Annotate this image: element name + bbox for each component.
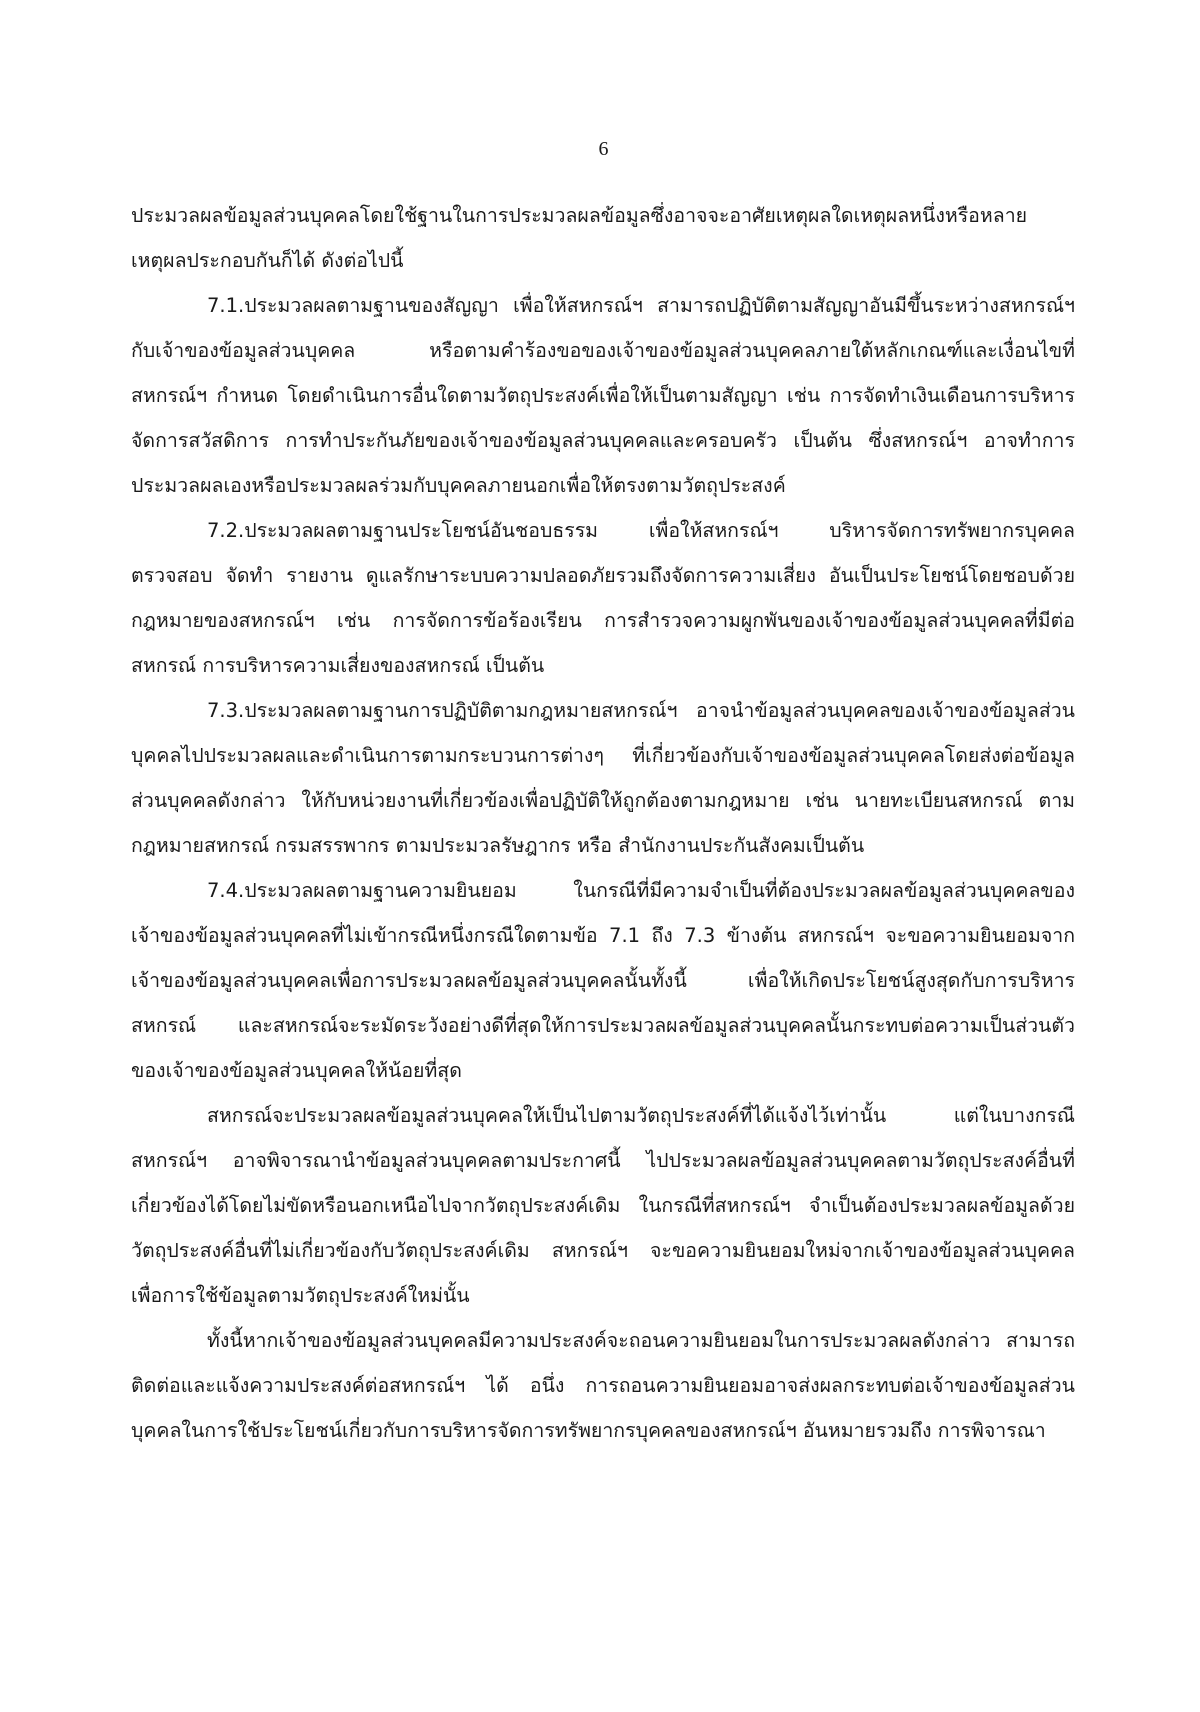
text-line: 7.3.ประมวลผลตามฐานการปฏิบัติตามกฎหมายสหกรณ์ฯ อาจนำข้อมูลส่วนบุคคลของเจ้าของข้อมูลส่วน: [207, 699, 1075, 722]
paragraph: [131, 283, 1075, 508]
text-line: สหกรณ์ฯ อาจพิจารณานำข้อมูลส่วนบุคคลตามประกาศนี้ ไปประมวลผลข้อมูลส่วนบุคคลตามวัตถุประสงค์อื่นที่: [131, 1149, 1075, 1172]
document-body: [131, 193, 1075, 1453]
text-line: เกี่ยวข้องได้โดยไม่ขัดหรือนอกเหนือไปจากวัตถุประสงค์เดิม ในกรณีที่สหกรณ์ฯ จำเป็นต้องประมวลผลข้อมูลด้วย: [131, 1194, 1075, 1217]
text-line: ตรวจสอบ จัดทำ รายงาน ดูแลรักษาระบบความปลอดภัยรวมถึงจัดการความเสี่ยง อันเป็นประโยชน์โดยชอบด้วย: [131, 564, 1075, 587]
text-line: 7.1.ประมวลผลตามฐานของสัญญา เพื่อให้สหกรณ์ฯ สามารถปฏิบัติตามสัญญาอันมีขึ้นระหว่างสหกรณ์ฯ: [207, 294, 1075, 317]
text-line: 7.2.ประมวลผลตามฐานประโยชน์อันชอบธรรม เพื่อให้สหกรณ์ฯ บริหารจัดการทรัพยากรบุคคล: [207, 519, 1075, 542]
text-line: เหตุผลประกอบกันก็ได้ ดังต่อไปนี้: [131, 249, 404, 272]
text-line: สหกรณ์จะประมวลผลข้อมูลส่วนบุคคลให้เป็นไปตามวัตถุประสงค์ที่ได้แจ้งไว้เท่านั้น แต่ในบางกรณี: [207, 1104, 1075, 1127]
paragraph: [131, 868, 1075, 1093]
text-line: ทั้งนี้หากเจ้าของข้อมูลส่วนบุคคลมีความประสงค์จะถอนความยินยอมในการประมวลผลดังกล่าว สามารถ: [207, 1329, 1075, 1352]
text-line: เพื่อการใช้ข้อมูลตามวัตถุประสงค์ใหม่นั้น: [131, 1284, 470, 1307]
page-number: 6: [598, 138, 609, 160]
text-line: จัดการสวัสดิการ การทำประกันภัยของเจ้าของข้อมูลส่วนบุคคลและครอบครัว เป็นต้น ซึ่งสหกรณ์ฯ อาจทำการ: [131, 429, 1075, 452]
text-line: กฎหมายสหกรณ์ กรมสรรพากร ตามประมวลรัษฎากร หรือ สำนักงานประกันสังคมเป็นต้น: [131, 834, 865, 857]
text-line: ประมวลผลเองหรือประมวลผลร่วมกับบุคคลภายนอกเพื่อให้ตรงตามวัตถุประสงค์: [131, 474, 786, 497]
text-line: 7.4.ประมวลผลตามฐานความยินยอม ในกรณีที่มีความจำเป็นที่ต้องประมวลผลข้อมูลส่วนบุคคลของ: [207, 879, 1075, 902]
text-line: สหกรณ์ การบริหารความเสี่ยงของสหกรณ์ เป็นต้น: [131, 654, 545, 677]
paragraph: [131, 1318, 1075, 1453]
text-line: ส่วนบุคคลดังกล่าว ให้กับหน่วยงานที่เกี่ยวข้องเพื่อปฏิบัติให้ถูกต้องตามกฎหมาย เช่น นายทะเบียนสหกรณ์ ตาม: [131, 789, 1075, 812]
text-line: ประมวลผลข้อมูลส่วนบุคคลโดยใช้ฐานในการประมวลผลข้อมูลซึ่งอาจจะอาศัยเหตุผลใดเหตุผลหนึ่งหรือหลาย: [131, 204, 1028, 227]
text-line: วัตถุประสงค์อื่นที่ไม่เกี่ยวข้องกับวัตถุประสงค์เดิม สหกรณ์ฯ จะขอความยินยอมใหม่จากเจ้าของข้อมูลส่วนบุคคล: [131, 1239, 1075, 1262]
text-line: ติดต่อและแจ้งความประสงค์ต่อสหกรณ์ฯ ได้ อนึ่ง การถอนความยินยอมอาจส่งผลกระทบต่อเจ้าของข้อมูลส่วน: [131, 1374, 1075, 1397]
text-line: สหกรณ์ และสหกรณ์จะระมัดระวังอย่างดีที่สุดให้การประมวลผลข้อมูลส่วนบุคคลนั้นกระทบต่อความเป็นส่วนตัว: [131, 1014, 1075, 1037]
text-line: สหกรณ์ฯ กำหนด โดยดำเนินการอื่นใดตามวัตถุประสงค์เพื่อให้เป็นตามสัญญา เช่น การจัดทำเงินเดือนการบริหาร: [131, 384, 1075, 407]
paragraph: [131, 508, 1075, 688]
text-line: กฎหมายของสหกรณ์ฯ เช่น การจัดการข้อร้องเรียน การสำรวจความผูกพันของเจ้าของข้อมูลส่วนบุคคลที่มีต่อ: [131, 609, 1075, 632]
text-line: กับเจ้าของข้อมูลส่วนบุคคล หรือตามคำร้องขอของเจ้าของข้อมูลส่วนบุคคลภายใต้หลักเกณฑ์และเงื่อนไขที่: [131, 339, 1075, 362]
paragraph: [131, 193, 1075, 283]
text-line: บุคคลไปประมวลผลและดำเนินการตามกระบวนการต่างๆ ที่เกี่ยวข้องกับเจ้าของข้อมูลส่วนบุคคลโดยส่งต่อข้อมูล: [131, 744, 1075, 767]
text-line: บุคคลในการใช้ประโยชน์เกี่ยวกับการบริหารจัดการทรัพยากรบุคคลของสหกรณ์ฯ อันหมายรวมถึง การพิจารณา: [131, 1419, 1046, 1442]
text-line: ของเจ้าของข้อมูลส่วนบุคคลให้น้อยที่สุด: [131, 1059, 462, 1082]
paragraph: [131, 688, 1075, 868]
paragraph: [131, 1093, 1075, 1318]
text-line: เจ้าของข้อมูลส่วนบุคคลที่ไม่เข้ากรณีหนึ่งกรณีใดตามข้อ 7.1 ถึง 7.3 ข้างต้น สหกรณ์ฯ จะขอความยินยอมจาก: [131, 924, 1075, 947]
text-line: เจ้าของข้อมูลส่วนบุคคลเพื่อการประมวลผลข้อมูลส่วนบุคคลนั้นทั้งนี้ เพื่อให้เกิดประโยชน์สูงสุดกับการบริหาร: [131, 969, 1075, 992]
